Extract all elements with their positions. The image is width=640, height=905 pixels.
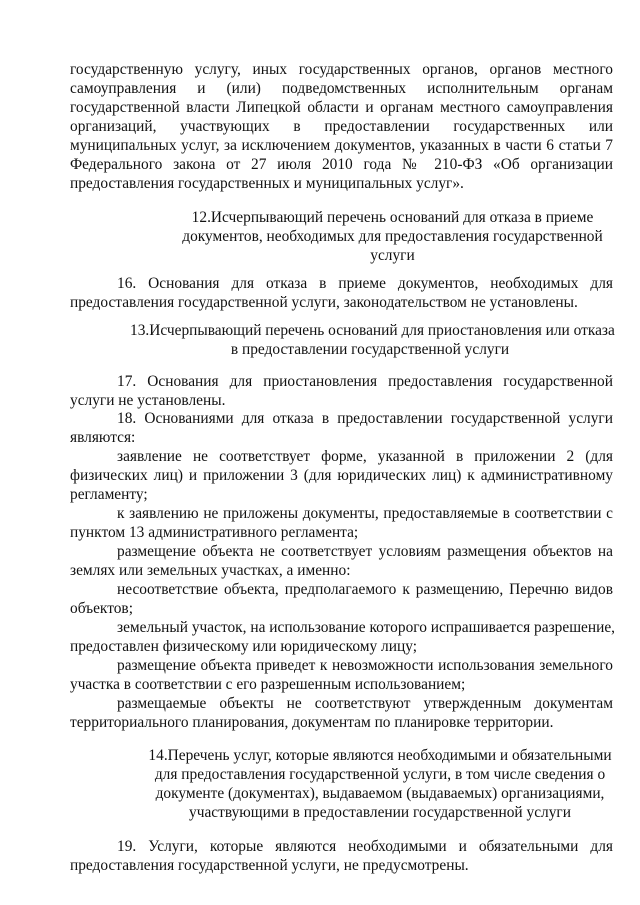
list-item-line: размещение объекта приведет к невозможности использования земельного bbox=[117, 657, 613, 674]
section-heading-12: документов, необходимых для предоставления государственной bbox=[182, 228, 603, 245]
list-item-line: пунктом 13 административного регламента; bbox=[70, 524, 359, 541]
list-item-line: к заявлению не приложены документы, предоставляемые в соответствии с bbox=[117, 505, 613, 522]
list-item-line: размещаемые объекты не соответствуют утвержденным документам bbox=[117, 695, 613, 712]
section-heading-13: 13.Исчерпывающий перечень оснований для приостановления или отказа bbox=[130, 322, 615, 339]
list-item-line: размещение объекта не соответствует условиям размещения объектов на bbox=[117, 543, 613, 560]
section-heading-14: документе (документах), выдаваемом (выдаваемых) организациями, bbox=[155, 785, 605, 802]
list-item-line: заявление не соответствует форме, указанной в приложении 2 (для bbox=[117, 448, 613, 465]
intro-line: организаций, участвующих в предоставлении государственных или bbox=[70, 118, 613, 135]
list-item-line: регламенту; bbox=[70, 486, 148, 503]
intro-line: Федерального закона от 27 июля 2010 года № 210-ФЗ «Об организации bbox=[70, 156, 613, 173]
section-heading-12: 12.Исчерпывающий перечень оснований для отказа в приеме bbox=[191, 209, 594, 226]
intro-line: государственную услугу, иных государственных органов, органов местного bbox=[70, 61, 613, 78]
list-item-line: объектов; bbox=[70, 600, 133, 617]
paragraph-16-line: предоставления государственной услуги, законодательством не установлены. bbox=[70, 294, 578, 311]
intro-line: самоуправления и (или) подведомственных исполнительным органам bbox=[70, 80, 613, 97]
intro-line: муниципальных услуг, за исключением документов, указанных в части 6 статьи 7 bbox=[70, 137, 613, 154]
list-item-line: предоставлен физическому или юридическому лицу; bbox=[70, 638, 417, 655]
paragraph-19-line: предоставления государственной услуги, не предусмотрены. bbox=[70, 857, 469, 874]
list-item-line: участка в соответствии с его разрешенным использованием; bbox=[70, 676, 466, 693]
section-heading-14: для предоставления государственной услуги, в том числе сведения о bbox=[154, 766, 606, 783]
paragraph-18-line: 18. Основаниями для отказа в предоставлении государственной услуги bbox=[117, 410, 613, 427]
section-heading-14: 14.Перечень услуг, которые являются необходимыми и обязательными bbox=[148, 747, 612, 764]
list-item-line: земельный участок, на использование которого испрашивается разрешение, bbox=[117, 619, 616, 636]
paragraph-19-line: 19. Услуги, которые являются необходимыми и обязательными для bbox=[117, 838, 613, 855]
section-heading-13: в предоставлении государственной услуги bbox=[230, 341, 510, 358]
paragraph-16-line: 16. Основания для отказа в приеме документов, необходимых для bbox=[117, 275, 613, 292]
section-heading-12: услуги bbox=[370, 247, 415, 264]
list-item-line: несоответствие объекта, предполагаемого к размещению, Перечню видов bbox=[117, 581, 613, 598]
paragraph-18-line: являются: bbox=[70, 429, 136, 446]
intro-line: предоставления государственных и муниципальных услуг». bbox=[70, 175, 464, 192]
list-item-line: территориального планирования, документам по планировке территории. bbox=[70, 714, 554, 731]
list-item-line: землях или земельных участках, а именно: bbox=[70, 562, 351, 579]
paragraph-17-line: услуги не установлены. bbox=[70, 392, 226, 409]
intro-line: государственной власти Липецкой области и органам местного самоуправления bbox=[70, 99, 613, 116]
list-item-line: физических лиц) и приложении 3 (для юридических лиц) к административному bbox=[70, 467, 613, 484]
section-heading-14: участвующими в предоставлении государственной услуги bbox=[189, 804, 571, 821]
paragraph-17-line: 17. Основания для приостановления предоставления государственной bbox=[117, 373, 613, 390]
